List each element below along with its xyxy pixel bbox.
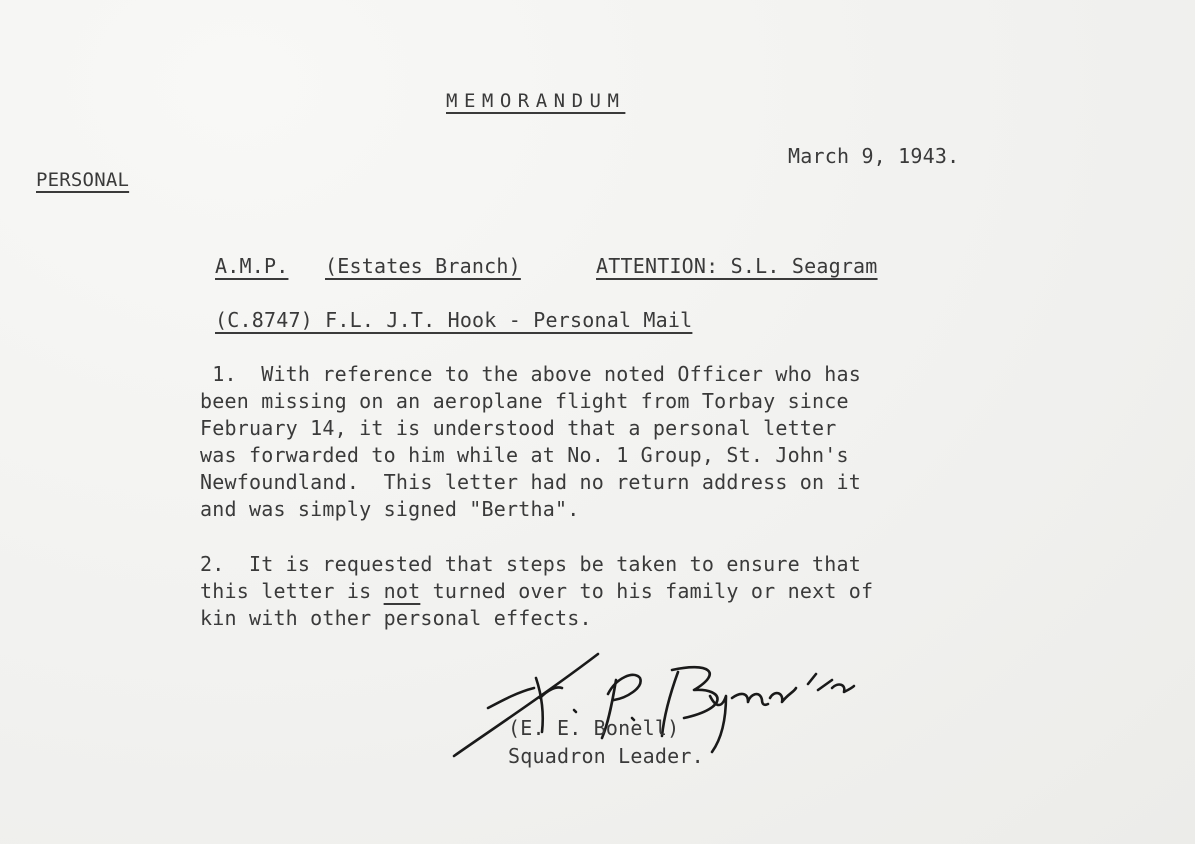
paragraph-line: been missing on an aeroplane flight from Torbay since: [200, 389, 849, 413]
attention-line: ATTENTION: S.L. Seagram: [596, 254, 878, 278]
paragraph-line: Newfoundland. This letter had no return address on it: [200, 470, 862, 494]
paragraph-text: this letter is: [200, 579, 384, 603]
addressee: A.M.P.: [215, 254, 289, 278]
classification-label: PERSONAL: [36, 169, 130, 191]
signatory-name: (E. E. Bonell): [508, 716, 680, 740]
paragraph-text: turned over to his family or next of: [420, 579, 874, 603]
subject-line: (C.8747) F.L. J.T. Hook - Personal Mail: [215, 308, 693, 332]
paragraph-line: kin with other personal effects.: [200, 606, 592, 630]
memo-title: MEMORANDUM: [446, 90, 626, 112]
paragraph-line: and was simply signed "Bertha".: [200, 497, 580, 521]
memo-date: March 9, 1943.: [788, 144, 960, 168]
addressee-branch: (Estates Branch): [325, 254, 521, 278]
paragraph-line: 1. With reference to the above noted Officer who has: [200, 362, 862, 386]
paragraph-line: was forwarded to him while at No. 1 Group, St. John's: [200, 443, 849, 467]
paragraph-line: [200, 581, 873, 601]
signatory-rank: Squadron Leader.: [508, 744, 704, 768]
paragraph-line: 2. It is requested that steps be taken to ensure that: [200, 552, 862, 576]
emphasis-not: not: [383, 579, 421, 603]
paragraph-line: February 14, it is understood that a personal letter: [200, 416, 837, 440]
